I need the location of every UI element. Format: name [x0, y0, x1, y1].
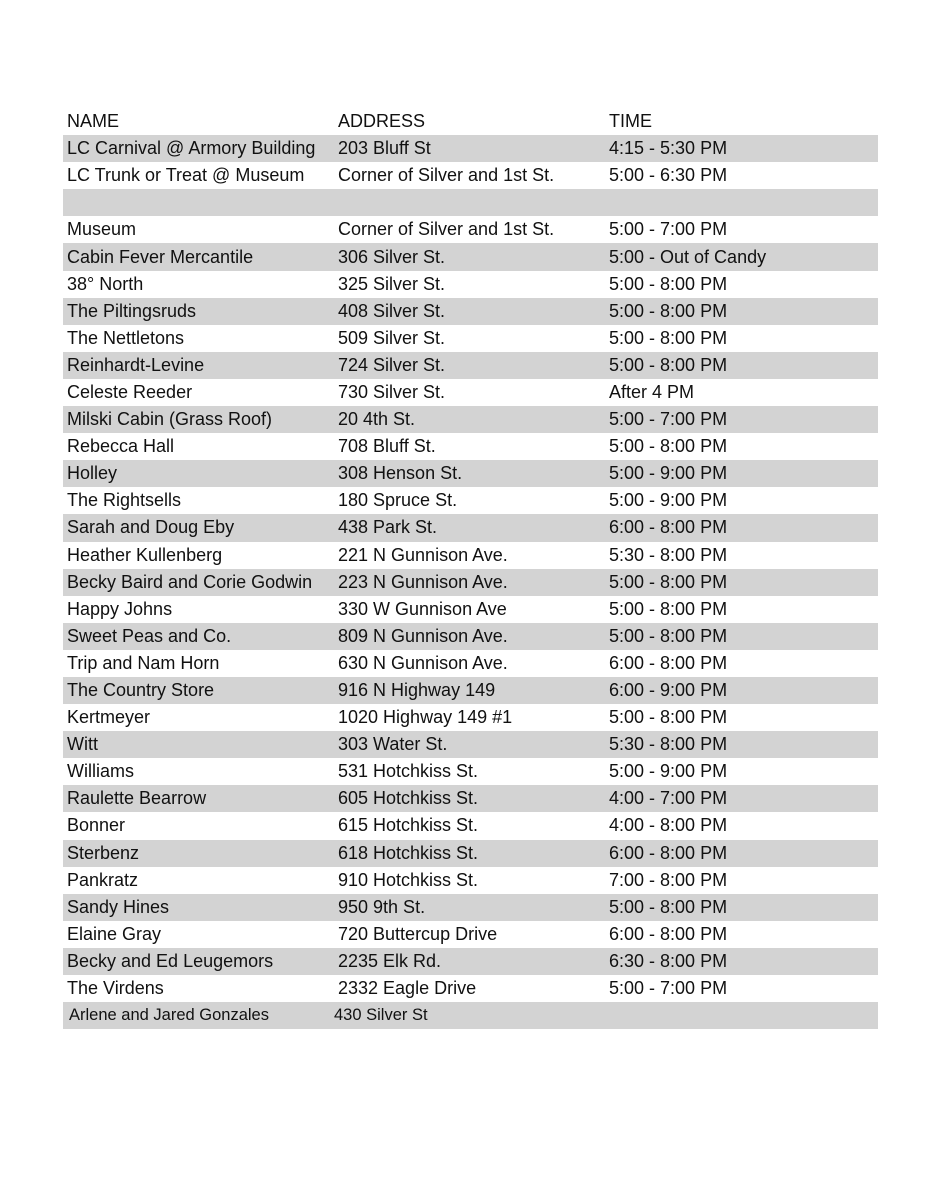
cell-time: 7:00 - 8:00 PM [609, 869, 728, 890]
cell-time: 6:00 - 8:00 PM [609, 923, 728, 944]
cell-name: Celeste Reeder [67, 381, 193, 402]
table-row [63, 379, 878, 406]
cell-time: 5:00 - Out of Candy [609, 246, 767, 267]
cell-name: LC Trunk or Treat @ Museum [67, 165, 305, 186]
cell-address: 303 Water St. [338, 734, 448, 755]
cell-address: 306 Silver St. [338, 246, 446, 267]
schedule-table [63, 108, 878, 1029]
cell-address: 2332 Eagle Drive [338, 978, 477, 999]
table-row [63, 812, 878, 839]
cell-address: 180 Spruce St. [338, 490, 458, 511]
cell-name: Museum [67, 219, 137, 240]
cell-time: 5:00 - 8:00 PM [609, 707, 728, 728]
cell-name: Trip and Nam Horn [67, 652, 220, 673]
cell-address: 203 Bluff St [338, 138, 431, 159]
cell-time: 5:00 - 8:00 PM [609, 436, 728, 457]
cell-name: Sarah and Doug Eby [67, 517, 235, 538]
table-row [63, 867, 878, 894]
cell-address: 708 Bluff St. [338, 436, 436, 457]
table-row [63, 569, 878, 596]
cell-address: 809 N Gunnison Ave. [338, 625, 508, 646]
table-row [63, 271, 878, 298]
cell-time: 5:00 - 8:00 PM [609, 327, 728, 348]
cell-time: 5:30 - 8:00 PM [609, 544, 728, 565]
cell-address: 20 4th St. [338, 409, 416, 430]
cell-address: 615 Hotchkiss St. [338, 815, 479, 836]
table-row [63, 785, 878, 812]
cell-time: 5:00 - 8:00 PM [609, 571, 728, 592]
cell-address: 916 N Highway 149 [338, 680, 496, 701]
cell-address: 509 Silver St. [338, 327, 446, 348]
table-row [63, 1002, 878, 1029]
table-row [63, 623, 878, 650]
cell-name: Sterbenz [67, 842, 140, 863]
cell-time: 4:00 - 8:00 PM [609, 815, 728, 836]
cell-name: The Rightsells [67, 490, 182, 511]
cell-address: 408 Silver St. [338, 300, 446, 321]
cell-name: Heather Kullenberg [67, 544, 223, 565]
table-row [63, 189, 878, 216]
cell-name: Sweet Peas and Co. [67, 625, 232, 646]
cell-address: 330 W Gunnison Ave [338, 598, 507, 619]
table-row [63, 650, 878, 677]
table-row [63, 406, 878, 433]
cell-time: 4:15 - 5:30 PM [609, 138, 728, 159]
cell-address: 910 Hotchkiss St. [338, 869, 479, 890]
cell-name: The Virdens [67, 978, 164, 999]
table-row [63, 162, 878, 189]
cell-name: The Piltingsruds [67, 300, 197, 321]
cell-name: Bonner [67, 815, 126, 836]
table-row [63, 921, 878, 948]
cell-address: 724 Silver St. [338, 354, 446, 375]
table-row [63, 542, 878, 569]
cell-time: After 4 PM [609, 381, 695, 402]
cell-address: 430 Silver St [334, 1006, 428, 1025]
cell-address: 2235 Elk Rd. [338, 950, 442, 971]
table-row [63, 704, 878, 731]
table-body [63, 135, 878, 1029]
cell-time: 5:00 - 9:00 PM [609, 463, 728, 484]
cell-time: 5:00 - 9:00 PM [609, 490, 728, 511]
cell-address: 730 Silver St. [338, 381, 446, 402]
table-row [63, 243, 878, 270]
cell-time: 5:30 - 8:00 PM [609, 734, 728, 755]
cell-address: 223 N Gunnison Ave. [338, 571, 508, 592]
cell-name: Milski Cabin (Grass Roof) [67, 409, 273, 430]
cell-address: 630 N Gunnison Ave. [338, 652, 508, 673]
table-row [63, 758, 878, 785]
cell-name: Arlene and Jared Gonzales [69, 1006, 269, 1025]
cell-time: 5:00 - 8:00 PM [609, 896, 728, 917]
table-row [63, 514, 878, 541]
cell-time: 5:00 - 8:00 PM [609, 273, 728, 294]
cell-name: LC Carnival @ Armory Building [67, 138, 316, 159]
table-row [63, 975, 878, 1002]
column-header-time: TIME [609, 111, 652, 132]
cell-name: Happy Johns [67, 598, 173, 619]
cell-time: 5:00 - 7:00 PM [609, 978, 728, 999]
cell-name: Reinhardt-Levine [67, 354, 205, 375]
table-row [63, 216, 878, 243]
cell-time: 5:00 - 8:00 PM [609, 598, 728, 619]
cell-time: 5:00 - 8:00 PM [609, 300, 728, 321]
column-header-address: ADDRESS [338, 111, 426, 132]
cell-name: Becky Baird and Corie Godwin [67, 571, 313, 592]
cell-name: 38° North [67, 273, 144, 294]
cell-address: Corner of Silver and 1st St. [338, 165, 555, 186]
table-row [63, 840, 878, 867]
cell-name: Raulette Bearrow [67, 788, 207, 809]
cell-time: 5:00 - 7:00 PM [609, 409, 728, 430]
cell-name: Witt [67, 734, 98, 755]
cell-name: The Nettletons [67, 327, 185, 348]
cell-name: Cabin Fever Mercantile [67, 246, 254, 267]
cell-time: 5:00 - 8:00 PM [609, 625, 728, 646]
cell-address: 325 Silver St. [338, 273, 446, 294]
table-row [63, 731, 878, 758]
cell-time: 6:00 - 8:00 PM [609, 842, 728, 863]
table-row [63, 596, 878, 623]
table-row [63, 894, 878, 921]
cell-name: The Country Store [67, 680, 215, 701]
table-row [63, 298, 878, 325]
cell-time: 6:00 - 9:00 PM [609, 680, 728, 701]
cell-address: 308 Henson St. [338, 463, 463, 484]
cell-name: Rebecca Hall [67, 436, 175, 457]
column-header-name: NAME [67, 111, 120, 132]
table-row [63, 460, 878, 487]
table-header [63, 108, 878, 135]
cell-address: 605 Hotchkiss St. [338, 788, 479, 809]
cell-time: 6:30 - 8:00 PM [609, 950, 728, 971]
table-row [63, 352, 878, 379]
cell-name: Elaine Gray [67, 923, 162, 944]
cell-name: Sandy Hines [67, 896, 170, 917]
cell-address: 618 Hotchkiss St. [338, 842, 479, 863]
table-row [63, 135, 878, 162]
cell-address: 1020 Highway 149 #1 [338, 707, 513, 728]
cell-name: Becky and Ed Leugemors [67, 950, 274, 971]
cell-address: Corner of Silver and 1st St. [338, 219, 555, 240]
cell-address: 720 Buttercup Drive [338, 923, 498, 944]
cell-address: 950 9th St. [338, 896, 426, 917]
cell-name: Kertmeyer [67, 707, 151, 728]
cell-time: 5:00 - 9:00 PM [609, 761, 728, 782]
cell-time: 6:00 - 8:00 PM [609, 517, 728, 538]
cell-address: 438 Park St. [338, 517, 438, 538]
cell-time: 5:00 - 7:00 PM [609, 219, 728, 240]
cell-name: Pankratz [67, 869, 139, 890]
table-row [63, 487, 878, 514]
cell-time: 4:00 - 7:00 PM [609, 788, 728, 809]
cell-time: 5:00 - 8:00 PM [609, 354, 728, 375]
cell-name: Williams [67, 761, 134, 782]
cell-time: 6:00 - 8:00 PM [609, 652, 728, 673]
table-row [63, 433, 878, 460]
table-row [63, 325, 878, 352]
cell-address: 221 N Gunnison Ave. [338, 544, 508, 565]
cell-name: Holley [67, 463, 118, 484]
cell-address: 531 Hotchkiss St. [338, 761, 479, 782]
table-row [63, 948, 878, 975]
cell-time: 5:00 - 6:30 PM [609, 165, 728, 186]
table-row [63, 677, 878, 704]
